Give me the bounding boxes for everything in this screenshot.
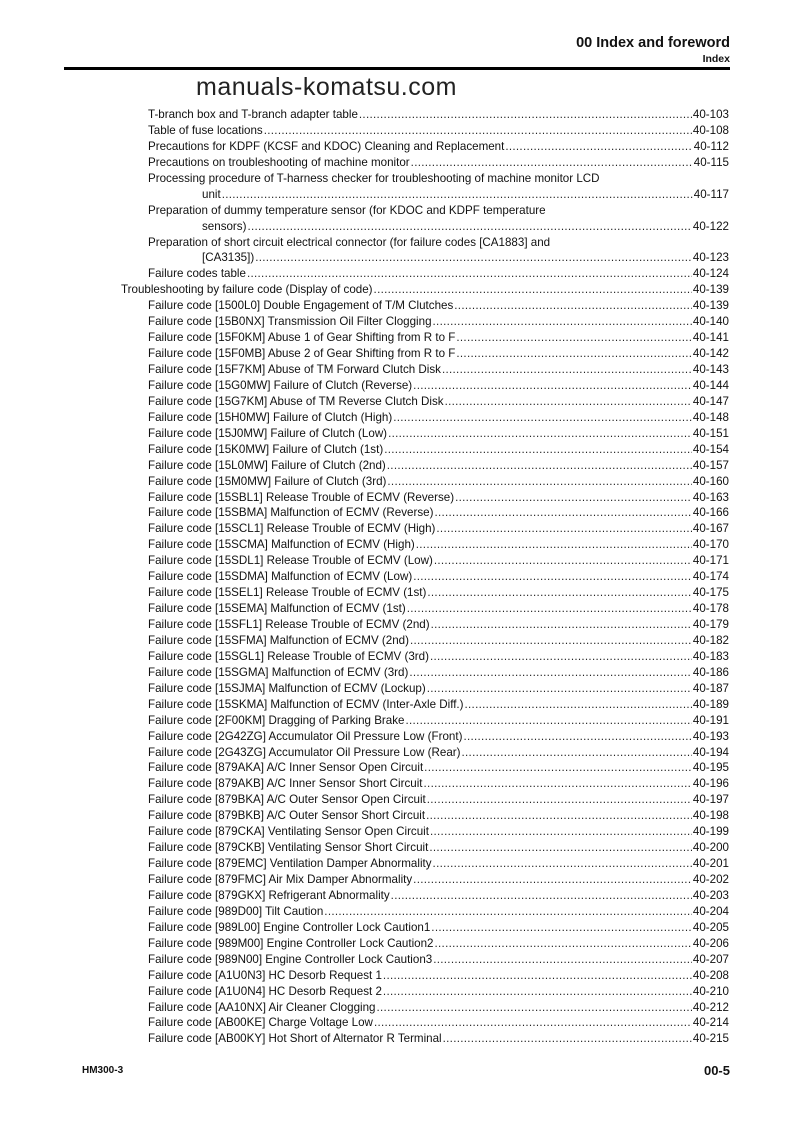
toc-entry xyxy=(0,474,794,490)
toc-entry-link[interactable] xyxy=(148,330,729,346)
toc-entry-text: Failure code [AB00KY] Hot Short of Alternator R Terminal xyxy=(148,1032,442,1046)
dot-leader xyxy=(465,697,692,713)
toc-entry-text: Failure code [879BKA] A/C Outer Sensor Open Circuit xyxy=(148,793,426,807)
toc-entry-link[interactable] xyxy=(148,474,729,490)
toc-entry-page: 40-167 xyxy=(692,522,729,536)
toc-entry-text: Failure code [15G0MW] Failure of Clutch (Reverse) xyxy=(148,378,413,392)
toc-entry-link[interactable] xyxy=(148,681,729,697)
toc-entry xyxy=(0,776,794,792)
toc-entry-text: Failure code [989L00] Engine Controller Lock Caution1 xyxy=(148,920,431,934)
toc-entry-text: Precautions for KDPF (KCSF and KDOC) Cleaning and Replacement xyxy=(148,139,505,153)
watermark: manuals-komatsu.com xyxy=(196,73,457,101)
toc-entry-page: 40-195 xyxy=(692,761,729,775)
toc-entry-text: Failure code [15F0MB] Abuse 2 of Gear Shifting from R to F xyxy=(148,347,456,361)
toc-entry xyxy=(0,1015,794,1031)
toc-entry xyxy=(0,792,794,808)
dot-leader xyxy=(429,840,692,856)
toc-entry xyxy=(0,426,794,442)
toc-entry-link[interactable] xyxy=(148,713,729,729)
toc-entry-text: Failure code [989M00] Engine Controller Lock Caution2 xyxy=(148,936,434,950)
toc-entry-text: Failure code [15SCL1] Release Trouble of ECMV (High) xyxy=(148,522,436,536)
toc-entry xyxy=(0,952,794,968)
toc-entry-link[interactable] xyxy=(148,362,729,378)
toc-entry-text: Failure code [15SBMA] Malfunction of ECMV (Reverse) xyxy=(148,506,434,520)
toc-entry-link[interactable] xyxy=(202,219,729,235)
dot-leader xyxy=(247,219,691,235)
toc-entry-page: 40-175 xyxy=(692,586,729,600)
toc-entry-continuation xyxy=(0,187,794,203)
dot-leader xyxy=(222,187,693,203)
toc-entry xyxy=(0,697,794,713)
toc-entry-page: 40-199 xyxy=(692,825,729,839)
toc-entry-page: 40-171 xyxy=(692,554,729,568)
dot-leader xyxy=(427,792,692,808)
dot-leader xyxy=(427,585,692,601)
toc-entry-link[interactable] xyxy=(148,729,729,745)
toc-entry xyxy=(0,394,794,410)
toc-entry xyxy=(0,155,794,171)
toc-entry-link[interactable] xyxy=(148,840,729,856)
toc-entry-link[interactable] xyxy=(148,1000,729,1016)
dot-leader xyxy=(435,936,692,952)
toc-entry-link[interactable] xyxy=(148,553,729,569)
dot-leader xyxy=(456,330,692,346)
dot-leader xyxy=(505,139,692,155)
section-subtitle: Index xyxy=(702,53,730,65)
dot-leader xyxy=(374,282,692,298)
dot-leader xyxy=(411,155,693,171)
toc-entry-page: 40-157 xyxy=(692,458,729,472)
toc-entry-text: Failure code [15SFL1] Release Trouble of ECMV (2nd) xyxy=(148,618,430,631)
dot-leader xyxy=(426,808,692,824)
toc-entry xyxy=(0,633,794,649)
toc-entry-text: Failure code [15J0MW] Failure of Clutch (Low) xyxy=(148,426,388,440)
toc-entry-link[interactable] xyxy=(148,442,729,458)
toc-entry xyxy=(0,585,794,601)
toc-entry-text: Failure code [989N00] Engine Controller Lock Caution3 xyxy=(148,952,433,966)
toc-entry xyxy=(0,968,794,984)
toc-entry-continuation xyxy=(0,219,794,235)
toc-entry-text: T-branch box and T-branch adapter table xyxy=(148,108,358,121)
toc-entry xyxy=(0,298,794,314)
toc-entry-page: 40-117 xyxy=(693,187,729,201)
toc-entry-link[interactable] xyxy=(148,601,729,617)
dot-leader xyxy=(324,904,692,920)
toc-entry-text: Failure code [15SGMA] Malfunction of ECMV (3rd) xyxy=(148,665,409,679)
toc-entry-link[interactable] xyxy=(148,872,729,888)
toc-entry-text: Failure code [15H0MW] Failure of Clutch (High) xyxy=(148,410,393,424)
toc-entry xyxy=(0,601,794,617)
toc-entry-page: 40-183 xyxy=(692,649,729,663)
dot-leader xyxy=(430,824,692,840)
toc-entry-page: 40-196 xyxy=(692,777,729,791)
toc-entry-text: Failure code [15SEL1] Release Trouble of ECMV (1st) xyxy=(148,586,427,600)
toc-entry-page: 40-197 xyxy=(692,793,729,807)
toc-entry xyxy=(0,442,794,458)
toc-entry-link[interactable] xyxy=(148,633,729,649)
toc-entry-page: 40-140 xyxy=(692,315,729,329)
toc-entry-link[interactable] xyxy=(148,1031,729,1047)
dot-leader xyxy=(454,298,692,314)
toc-entry-text: Failure code [2G42ZG] Accumulator Oil Pressure Low (Front) xyxy=(148,729,463,743)
dot-leader xyxy=(374,1015,692,1031)
toc-entry-text: Failure code [15F0KM] Abuse 1 of Gear Shifting from R to F xyxy=(148,331,456,345)
toc-entry-link[interactable] xyxy=(148,904,729,920)
toc-entry-link[interactable] xyxy=(148,155,729,171)
section-title: 00 Index and foreword xyxy=(576,35,730,51)
toc-entry-link[interactable] xyxy=(148,760,729,776)
dot-leader xyxy=(388,426,692,442)
toc-entry xyxy=(0,139,794,155)
dot-leader xyxy=(445,394,692,410)
toc-entry-text: Failure code [15SGL1] Release Trouble of ECMV (3rd) xyxy=(148,649,429,663)
toc-entry-text: Failure code [879BKB] A/C Outer Sensor Short Circuit xyxy=(148,809,426,823)
toc-entry xyxy=(0,171,794,187)
toc-entry xyxy=(0,537,794,553)
toc-entry xyxy=(0,920,794,936)
dot-leader xyxy=(430,649,692,665)
toc-entry-page: 40-198 xyxy=(692,809,729,823)
toc-entry-link[interactable] xyxy=(148,697,729,713)
toc-entry xyxy=(0,856,794,872)
toc-entry-text: Failure code [1500L0] Double Engagement of T/M Clutches xyxy=(148,299,454,313)
toc-entry-text: Failure code [879GKX] Refrigerant Abnormality xyxy=(148,888,390,902)
toc-entry-text: Failure code [879AKA] A/C Inner Sensor Open Circuit xyxy=(148,761,424,775)
toc-entry xyxy=(0,314,794,330)
toc-entry-text: Failure code [AB00KE] Charge Voltage Low xyxy=(148,1016,373,1030)
toc-entry-text: Precautions on troubleshooting of machine monitor xyxy=(148,155,410,169)
header-rule xyxy=(64,67,730,70)
dot-leader xyxy=(462,745,692,761)
dot-leader xyxy=(405,713,691,729)
dot-leader xyxy=(387,474,691,490)
toc-entry-page: 40-147 xyxy=(692,394,729,408)
dot-leader xyxy=(431,617,692,633)
dot-leader xyxy=(424,760,692,776)
toc-entry xyxy=(0,235,794,251)
dot-leader xyxy=(416,537,692,553)
toc-entry-text: Failure code [15SCMA] Malfunction of ECMV (High) xyxy=(148,538,415,552)
toc-entry-link[interactable] xyxy=(148,107,729,123)
toc-entry-page: 40-214 xyxy=(692,1016,729,1030)
toc-entry-link[interactable] xyxy=(148,984,729,1000)
toc-entry-link[interactable] xyxy=(148,139,729,155)
toc-entry-link[interactable] xyxy=(148,298,729,314)
toc-entry-link[interactable] xyxy=(202,187,729,203)
toc-entry xyxy=(0,410,794,426)
toc-entry-text: Failure code [15F7KM] Abuse of TM Forward Clutch Disk xyxy=(148,363,441,376)
toc-entry-link[interactable] xyxy=(148,792,729,808)
toc-entry-link[interactable] xyxy=(202,250,729,266)
toc-entry-link[interactable] xyxy=(148,665,729,681)
toc-entry xyxy=(0,266,794,282)
toc-entry-page: 40-212 xyxy=(692,1000,729,1014)
toc-entry-page: 40-163 xyxy=(692,490,729,504)
toc-entry-link[interactable] xyxy=(148,649,729,665)
toc-entry-link[interactable] xyxy=(148,537,729,553)
toc-entry-page: 40-115 xyxy=(693,155,729,169)
toc-entry-page: 40-201 xyxy=(692,857,729,871)
dot-leader xyxy=(359,107,692,123)
toc-entry xyxy=(0,936,794,952)
dot-leader xyxy=(433,314,692,330)
toc-entry-page: 40-208 xyxy=(692,968,729,982)
toc-entry-page: 40-205 xyxy=(692,920,729,934)
toc-entry-text: Failure code [15L0MW] Failure of Clutch (2nd) xyxy=(148,458,386,472)
toc-entry xyxy=(0,904,794,920)
toc-entry-text: Failure code [15K0MW] Failure of Clutch (1st) xyxy=(148,442,384,456)
toc-entry-link[interactable] xyxy=(148,410,729,426)
toc-entry-page: 40-203 xyxy=(692,888,729,902)
toc-entry xyxy=(0,713,794,729)
toc-entry-link[interactable] xyxy=(148,1015,729,1031)
dot-leader xyxy=(433,856,692,872)
toc-entry xyxy=(0,521,794,537)
footer-page-number: 00-5 xyxy=(703,1063,730,1078)
toc-entry-text: Failure codes table xyxy=(148,267,246,281)
toc-entry-page: 40-202 xyxy=(692,873,729,886)
toc-entry-text: Failure code [879AKB] A/C Inner Sensor Short Circuit xyxy=(148,777,423,791)
toc-entry-page: 40-215 xyxy=(692,1032,729,1046)
toc-entry xyxy=(0,123,794,139)
toc-entry-page: 40-194 xyxy=(692,745,729,759)
toc-entry-page: 40-143 xyxy=(692,363,729,376)
toc-entry-page: 40-139 xyxy=(692,283,729,297)
dot-leader xyxy=(247,266,692,282)
toc-entry-text: [CA3135]) xyxy=(202,251,255,265)
dot-leader xyxy=(433,952,692,968)
toc-entry xyxy=(0,458,794,474)
toc-entry-link[interactable] xyxy=(148,968,729,984)
toc-entry xyxy=(0,888,794,904)
dot-leader xyxy=(463,729,691,745)
toc-entry-text: Failure code [15M0MW] Failure of Clutch (3rd) xyxy=(148,474,387,488)
toc-entry-page: 40-123 xyxy=(692,251,729,265)
toc-entry-continuation xyxy=(0,250,794,266)
toc-entry-text: Failure code [879FMC] Air Mix Damper Abnormality xyxy=(148,873,413,886)
toc-entry-link[interactable] xyxy=(148,856,729,872)
dot-leader xyxy=(387,458,692,474)
toc-entry-text: Failure code [15SJMA] Malfunction of ECMV (Lockup) xyxy=(148,681,426,695)
toc-entry-link[interactable] xyxy=(148,585,729,601)
toc-entry-link[interactable] xyxy=(148,394,729,410)
toc-entry xyxy=(0,872,794,888)
toc-entry xyxy=(0,617,794,633)
footer-model: HM300-3 xyxy=(82,1065,124,1076)
dot-leader xyxy=(455,490,692,506)
dot-leader xyxy=(410,633,692,649)
toc-entry-link[interactable] xyxy=(148,920,729,936)
toc-entry xyxy=(0,808,794,824)
dot-leader xyxy=(391,888,692,904)
toc-entry-link[interactable] xyxy=(148,569,729,585)
toc-entry xyxy=(0,681,794,697)
toc-entry-text: Failure code [15B0NX] Transmission Oil Filter Clogging xyxy=(148,315,432,329)
dot-leader xyxy=(409,665,692,681)
toc-entry-page: 40-151 xyxy=(692,426,729,440)
dot-leader xyxy=(413,569,692,585)
dot-leader xyxy=(456,346,692,362)
toc-entry-text: Failure code [15SDL1] Release Trouble of ECMV (Low) xyxy=(148,554,433,568)
toc-entry-page: 40-166 xyxy=(692,506,729,520)
toc-entry xyxy=(0,760,794,776)
dot-leader xyxy=(436,521,691,537)
toc-entry-page: 40-204 xyxy=(692,904,729,918)
toc-entry-page: 40-144 xyxy=(692,378,729,392)
toc-entry-page: 40-207 xyxy=(692,952,729,966)
toc-entry-link[interactable] xyxy=(148,888,729,904)
toc-entry-link[interactable] xyxy=(148,617,729,633)
toc-entry-link[interactable] xyxy=(148,952,729,968)
toc-entry-page: 40-206 xyxy=(692,936,729,950)
toc-entry-link[interactable] xyxy=(148,808,729,824)
toc-entry-page: 40-189 xyxy=(692,697,729,711)
toc-entry xyxy=(0,840,794,856)
toc-entry-page: 40-154 xyxy=(692,442,729,456)
toc-entry xyxy=(0,203,794,219)
toc-entry-page: 40-108 xyxy=(692,123,729,137)
toc-entry xyxy=(0,729,794,745)
dot-leader xyxy=(264,123,692,139)
toc-entry xyxy=(0,378,794,394)
toc-entry-link[interactable] xyxy=(148,378,729,394)
dot-leader xyxy=(377,1000,692,1016)
toc-entry-link[interactable] xyxy=(148,824,729,840)
toc-entry xyxy=(0,745,794,761)
toc-entry xyxy=(0,553,794,569)
toc-entry xyxy=(0,362,794,378)
dot-leader xyxy=(413,872,692,888)
toc-entry-text: Failure code [879CKA] Ventilating Sensor Open Circuit xyxy=(148,825,429,839)
toc-entry-link[interactable] xyxy=(148,314,729,330)
toc-entry-page: 40-142 xyxy=(692,347,729,361)
toc-entry-link[interactable] xyxy=(148,490,729,506)
toc-entry xyxy=(0,490,794,506)
toc-entry-link[interactable] xyxy=(148,458,729,474)
toc-entry-text: Failure code [A1U0N4] HC Desorb Request 2 xyxy=(148,984,382,998)
toc-entry-page: 40-141 xyxy=(692,331,729,345)
dot-leader xyxy=(383,984,692,1000)
dot-leader xyxy=(393,410,692,426)
toc-entry-link[interactable] xyxy=(148,776,729,792)
toc-entry-text: sensors) xyxy=(202,219,247,233)
toc-entry xyxy=(0,346,794,362)
toc-entry-link[interactable] xyxy=(148,266,729,282)
toc-entry-link[interactable] xyxy=(121,282,729,298)
toc-entry-link[interactable] xyxy=(148,123,729,139)
dot-leader xyxy=(407,601,692,617)
toc-entry-page: 40-182 xyxy=(692,633,729,647)
toc-entry-page: 40-193 xyxy=(692,729,729,743)
dot-leader xyxy=(255,250,692,266)
toc-entry-text[interactable]: Preparation of dummy temperature sensor (for KDOC and KDPF temperature xyxy=(148,203,546,217)
toc-entry-link[interactable] xyxy=(148,426,729,442)
toc-entry-page: 40-174 xyxy=(692,570,729,584)
toc-entry-page: 40-186 xyxy=(692,665,729,679)
dot-leader xyxy=(431,920,692,936)
toc-entry-text: Failure code [879EMC] Ventilation Damper Abnormality xyxy=(148,857,432,871)
dot-leader xyxy=(434,553,692,569)
toc-entry-link[interactable] xyxy=(148,936,729,952)
toc-entry-page: 40-200 xyxy=(692,841,729,855)
toc-entry-page: 40-160 xyxy=(692,474,729,488)
toc-entry xyxy=(0,107,794,123)
dot-leader xyxy=(384,442,692,458)
toc-entry-page: 40-124 xyxy=(692,267,729,281)
toc-entry-page: 40-122 xyxy=(692,219,729,233)
toc-entry-text: Failure code [15SDMA] Malfunction of ECMV (Low) xyxy=(148,570,413,584)
toc-entry-link[interactable] xyxy=(148,346,729,362)
toc-entry-page: 40-170 xyxy=(692,538,729,552)
toc-entry-link[interactable] xyxy=(148,505,729,521)
toc-entry xyxy=(0,1000,794,1016)
toc-entry-page: 40-148 xyxy=(692,410,729,424)
toc-entry-text[interactable]: Preparation of short circuit electrical connector (for failure codes [CA1883] and xyxy=(148,235,551,249)
toc-entry-text: Failure code [A1U0N3] HC Desorb Request 1 xyxy=(148,968,382,982)
toc-entry-text: Failure code [AA10NX] Air Cleaner Clogging xyxy=(148,1000,376,1014)
toc-entry-text: unit xyxy=(202,187,221,201)
dot-leader xyxy=(443,1031,692,1047)
table-of-contents xyxy=(0,107,794,1047)
toc-entry-page: 40-112 xyxy=(693,139,729,153)
toc-entry-text: Failure code [15G7KM] Abuse of TM Reverse Clutch Disk xyxy=(148,394,444,408)
toc-entry-page: 40-210 xyxy=(692,984,729,998)
toc-entry-text[interactable]: Processing procedure of T-harness checker for troubleshooting of machine monitor LCD xyxy=(148,171,600,185)
toc-entry-text: Failure code [15SBL1] Release Trouble of ECMV (Reverse) xyxy=(148,490,455,504)
toc-entry-text: Failure code [2G43ZG] Accumulator Oil Pressure Low (Rear) xyxy=(148,745,461,759)
toc-entry xyxy=(0,984,794,1000)
toc-entry xyxy=(0,330,794,346)
toc-entry-text: Failure code [2F00KM] Dragging of Parking Brake xyxy=(148,713,405,727)
toc-entry xyxy=(0,649,794,665)
toc-entry-text: Table of fuse locations xyxy=(148,123,263,137)
toc-entry xyxy=(0,824,794,840)
toc-entry-text: Failure code [879CKB] Ventilating Sensor Short Circuit xyxy=(148,841,429,855)
toc-entry-text: Failure code [15SEMA] Malfunction of ECMV (1st) xyxy=(148,602,406,616)
toc-entry-text: Failure code [15SKMA] Malfunction of ECMV (Inter-Axle Diff.) xyxy=(148,697,464,711)
toc-entry-link[interactable] xyxy=(148,745,729,761)
dot-leader xyxy=(427,681,692,697)
toc-entry-text: Troubleshooting by failure code (Display of code) xyxy=(121,283,373,297)
dot-leader xyxy=(424,776,692,792)
toc-entry-text: Failure code [989D00] Tilt Caution xyxy=(148,904,324,918)
toc-entry-page: 40-187 xyxy=(692,681,729,695)
toc-entry-page: 40-178 xyxy=(692,602,729,616)
toc-entry-page: 40-191 xyxy=(692,713,729,727)
toc-entry xyxy=(0,505,794,521)
toc-entry-link[interactable] xyxy=(148,521,729,537)
toc-entry-page: 40-103 xyxy=(692,108,729,121)
toc-entry-text: Failure code [15SFMA] Malfunction of ECMV (2nd) xyxy=(148,633,409,647)
toc-entry xyxy=(0,665,794,681)
toc-entry xyxy=(0,1031,794,1047)
dot-leader xyxy=(383,968,692,984)
dot-leader xyxy=(442,362,692,378)
toc-section xyxy=(0,282,794,298)
toc-entry xyxy=(0,569,794,585)
toc-entry-page: 40-179 xyxy=(692,618,729,631)
dot-leader xyxy=(413,378,692,394)
dot-leader xyxy=(434,505,691,521)
toc-entry-page: 40-139 xyxy=(692,299,729,313)
